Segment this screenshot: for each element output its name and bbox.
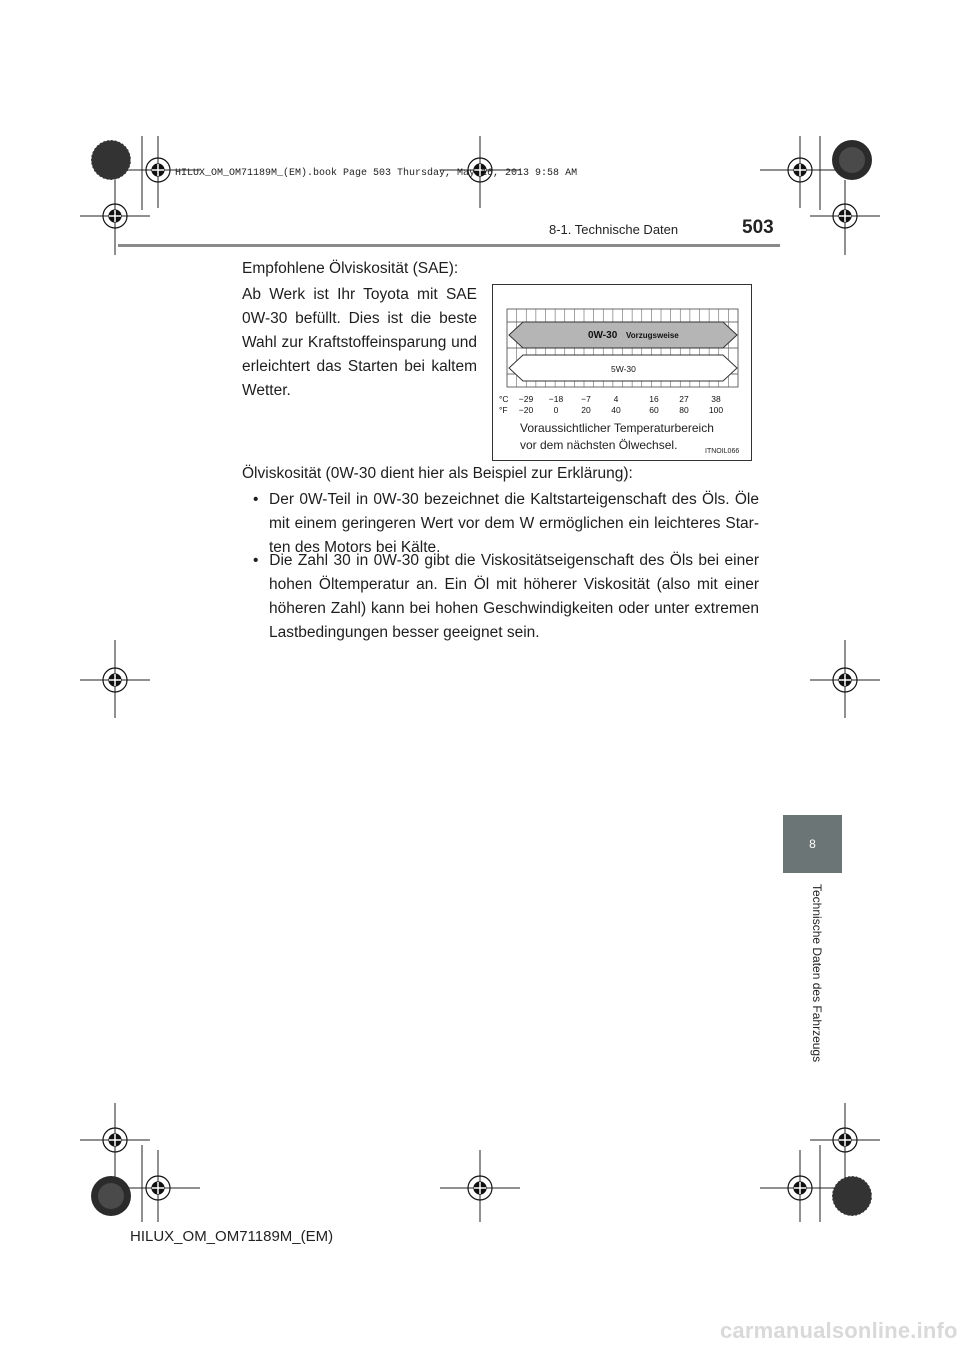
bullet-item <box>253 549 759 645</box>
bullet-text: Der 0W-Teil in 0W-30 bezeichnet die Kaltstarteigenschaft des Öls. Öle mit einem geringeren Wert vor dem W ermöglichen ein leichteres Star-ten des Motors bei Kälte. <box>269 491 759 556</box>
grade-0w30-label: 0W-30 <box>588 330 618 341</box>
fahrenheit-tick-label: 80 <box>679 405 689 415</box>
celsius-tick-label: 38 <box>711 394 721 404</box>
celsius-tick-label: 4 <box>613 394 619 404</box>
bullet-text: Die Zahl 30 in 0W-30 gibt die Viskositätseigenschaft des Öls bei einer hohen Öltemperatur an. Ein Öl mit höherer Viskosität (also mit einer höheren Zahl) kann bei hohen Geschwindigkeiten oder unter extremen Lastbedingungen besser geeignet sein. <box>269 552 759 641</box>
fahrenheit-tick-label: 0 <box>553 405 559 415</box>
fahrenheit-tick-label: −20 <box>518 405 534 415</box>
celsius-tick-label: 16 <box>649 394 659 404</box>
footer-doc-code: HILUX_OM_OM71189M_(EM) <box>130 1228 334 1245</box>
bullet-symbol: • <box>253 552 259 569</box>
paragraph-line: Ab Werk ist Ihr Toyota mit SAE <box>242 286 477 303</box>
chapter-tab: 8 <box>783 815 842 873</box>
watermark: carmanualsonline.info <box>720 1318 958 1343</box>
paragraph-line: 0W-30 befüllt. Dies ist die beste <box>242 310 477 327</box>
fahrenheit-tick-label: 20 <box>581 405 591 415</box>
figure-code: ITNOIL066 <box>705 448 740 455</box>
celsius-tick-label: −7 <box>581 394 591 404</box>
caption-line-1: Voraussichtlicher Temperaturbereich <box>520 421 714 435</box>
paragraph-line: Wahl zur Kraftstoffeinsparung und <box>242 334 477 351</box>
fahrenheit-tick-label: 60 <box>649 405 659 415</box>
chapter-label: Technische Daten des Fahrzeugs <box>810 884 824 1063</box>
fahrenheit-tick-label: 40 <box>611 405 621 415</box>
celsius-tick-label: −29 <box>518 394 534 404</box>
paragraph-line: Wetter. <box>242 382 291 399</box>
caption-line-2: vor dem nächsten Ölwechsel. <box>520 438 678 452</box>
viscosity-figure <box>492 284 752 461</box>
fahrenheit-tick-label: 100 <box>708 405 724 415</box>
viscosity-diagram <box>493 285 751 460</box>
celsius-unit: °C <box>499 394 509 404</box>
bullet-symbol: • <box>253 491 259 508</box>
header-rule <box>118 244 780 247</box>
intro-paragraph <box>242 283 477 403</box>
grade-5w30-label: 5W-30 <box>611 364 636 374</box>
preferred-label: Vorzugsweise <box>626 331 679 340</box>
page-number: 503 <box>742 217 774 238</box>
lead-text: Ölviskosität (0W-30 dient hier als Beispiel zur Erklärung): <box>242 465 633 482</box>
celsius-tick-label: −18 <box>548 394 564 404</box>
celsius-tick-label: 27 <box>679 394 689 404</box>
fahrenheit-unit: °F <box>499 405 508 415</box>
print-info-line: HILUX_OM_OM71189M_(EM).book Page 503 Thursday, May 16, 2013 9:58 AM <box>175 168 578 179</box>
section-title: 8-1. Technische Daten <box>549 222 679 237</box>
intro-heading: Empfohlene Ölviskosität (SAE): <box>242 260 459 277</box>
grade-0w30-arrow <box>509 322 737 348</box>
paragraph-line: erleichtert das Starten bei kaltem <box>242 358 477 375</box>
